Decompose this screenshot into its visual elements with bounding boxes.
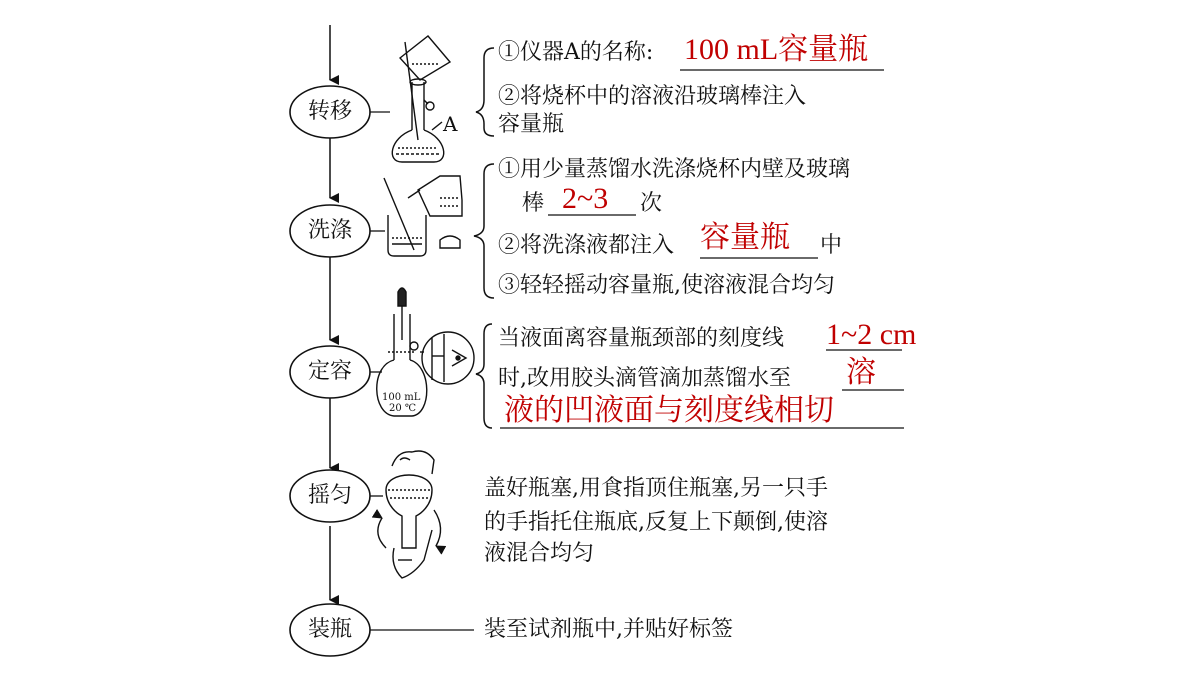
- step-label-bottle: 装瓶: [307, 617, 352, 642]
- wash-line-2-suffix: 次: [640, 191, 663, 216]
- wash-line-2-prefix: 棒: [522, 191, 545, 216]
- volume-line-1: 当液面离容量瓶颈部的刻度线: [498, 326, 785, 351]
- apparatus-label-a: A: [443, 112, 458, 136]
- transfer-line-1: ①仪器A的名称:: [498, 40, 654, 65]
- shake-line-1: 盖好瓶塞,用食指顶住瓶塞,另一只手: [484, 476, 828, 501]
- flask-volume-text: 100 mL: [382, 392, 421, 403]
- flask-temp-text: 20 ℃: [389, 403, 417, 414]
- wash-line-3-suffix: 中: [820, 233, 843, 258]
- wash-vessel-answer: 容量瓶: [700, 220, 790, 255]
- volume-line-2: 时,改用胶头滴管滴加蒸馏水至: [498, 366, 791, 391]
- wash-apparatus-icon: [384, 176, 462, 256]
- wash-line-3-prefix: ②将洗涤液都注入: [498, 233, 675, 258]
- volume-distance-answer: 1~2 cm: [826, 318, 917, 351]
- transfer-apparatus-icon: [392, 36, 450, 162]
- brace-marks: [474, 48, 494, 428]
- transfer-line-3: 容量瓶: [498, 112, 565, 137]
- step-label-wash: 洗涤: [307, 218, 352, 243]
- shake-line-2: 的手指托住瓶底,反复上下颠倒,使溶: [484, 510, 828, 535]
- step-label-transfer: 转移: [307, 99, 352, 124]
- wash-line-4: ③轻轻摇动容量瓶,使溶液混合均匀: [498, 273, 835, 298]
- wash-line-1: ①用少量蒸馏水洗涤烧杯内壁及玻璃: [498, 157, 851, 182]
- wash-times-answer: 2~3: [562, 182, 609, 215]
- volume-answer-part-1: 溶: [846, 355, 876, 390]
- transfer-answer: 100 mL容量瓶: [684, 33, 869, 66]
- transfer-line-2: ②将烧杯中的溶液沿玻璃棒注入: [498, 84, 807, 109]
- volume-answer-part-2: 液的凹液面与刻度线相切: [504, 393, 834, 428]
- shake-line-3: 液混合均匀: [484, 541, 595, 566]
- step-label-volume: 定容: [307, 359, 352, 384]
- shake-apparatus-icon: [378, 451, 441, 578]
- bottle-line-1: 装至试剂瓶中,并贴好标签: [484, 617, 733, 642]
- step-label-shake: 摇匀: [307, 483, 352, 508]
